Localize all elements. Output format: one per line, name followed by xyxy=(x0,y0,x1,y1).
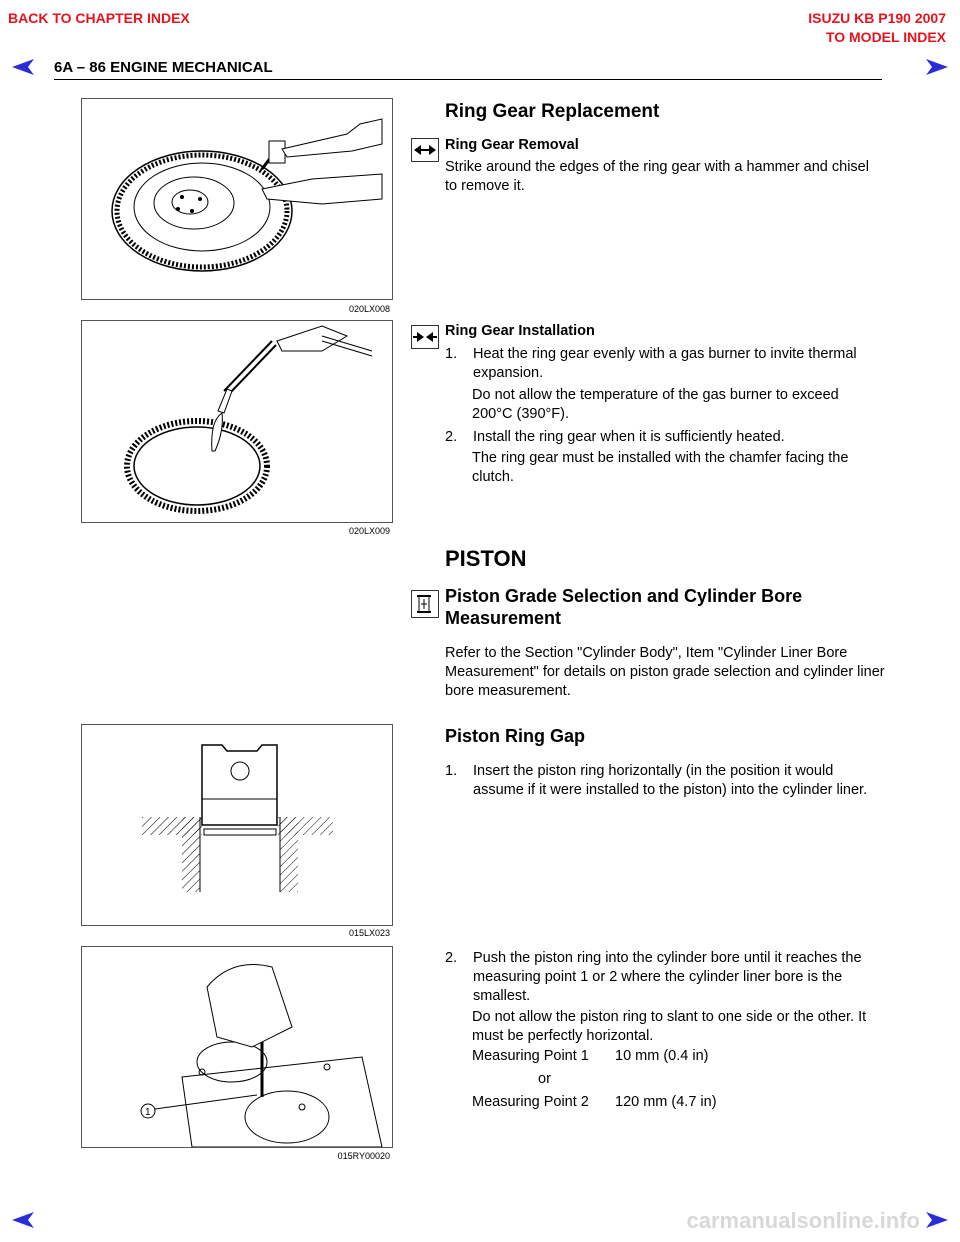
prev-page-arrow-icon[interactable] xyxy=(10,1210,36,1230)
piston-heading: PISTON xyxy=(445,546,527,571)
step-text: Push the piston ring into the cylinder bore until it reaches the measuring point 1 or 2 where the cylinder liner bore is the smallest. xyxy=(473,950,862,1004)
next-page-arrow-icon[interactable] xyxy=(924,1210,950,1230)
figure-caption: 015LX023 xyxy=(348,928,390,938)
piston-grade-heading-line2: Measurement xyxy=(445,608,562,628)
list-item xyxy=(445,428,885,448)
piston-grade-text: Refer to the Section "Cylinder Body", Item "Cylinder Liner Bore Measurement" for details on piston grade selection and cylinder liner bore measurement. xyxy=(445,645,885,699)
figure-caption: 020LX009 xyxy=(348,526,390,536)
next-page-arrow-icon[interactable] xyxy=(924,57,950,77)
watermark: carmanualsonline.info xyxy=(686,1208,920,1233)
step-number: 2. xyxy=(445,429,458,445)
list-item xyxy=(445,345,885,385)
remove-arrows-icon xyxy=(411,138,439,162)
svg-text:1: 1 xyxy=(145,1107,151,1118)
ring-gear-removal-text: Strike around the edges of the ring gear with a hammer and chisel to remove it. xyxy=(445,159,869,194)
list-item xyxy=(445,949,885,1009)
ring-gear-replacement-heading: Ring Gear Replacement xyxy=(445,101,660,122)
step-text: Heat the ring gear evenly with a gas burner to invite thermal expansion. xyxy=(473,346,857,381)
header-rule xyxy=(54,79,882,80)
figure-ring-gear-burner xyxy=(81,320,393,523)
install-arrows-icon xyxy=(411,325,439,349)
page-header-title: 6A – 86 ENGINE MECHANICAL xyxy=(54,59,273,76)
ring-gear-removal-heading: Ring Gear Removal xyxy=(445,137,579,153)
step-number: 2. xyxy=(445,950,458,966)
prev-page-arrow-icon[interactable] xyxy=(10,57,36,77)
to-model-index-link[interactable]: TO MODEL INDEX xyxy=(825,29,946,45)
back-to-chapter-index-link[interactable]: BACK TO CHAPTER INDEX xyxy=(8,10,190,26)
step-note: Do not allow the temperature of the gas burner to exceed 200°C (390°F). xyxy=(472,387,839,422)
figure-caption: 020LX008 xyxy=(348,304,390,314)
figure-piston-ring-gap xyxy=(81,724,393,926)
list-item xyxy=(445,762,885,822)
step-text: Insert the piston ring horizontally (in the position it would assume if it were installed to the piston) into the cylinder liner. xyxy=(473,763,868,798)
piston-grade-heading-line1: Piston Grade Selection and Cylinder Bore xyxy=(445,586,803,606)
ring-gear-installation-heading: Ring Gear Installation xyxy=(445,323,595,339)
measuring-point-1-value: 10 mm (0.4 in) xyxy=(615,1048,709,1064)
figure-measuring-point xyxy=(81,946,393,1148)
step-number: 1. xyxy=(445,346,458,362)
measuring-point-2-value: 120 mm (4.7 in) xyxy=(615,1094,717,1110)
or-separator: or xyxy=(538,1071,551,1087)
piston-ring-gap-heading: Piston Ring Gap xyxy=(445,726,586,746)
step-note: Do not allow the piston ring to slant to one side or the other. It must be perfectly horizontal. xyxy=(472,1009,867,1044)
step-text: Install the ring gear when it is sufficiently heated. xyxy=(473,429,785,445)
step-number: 1. xyxy=(445,763,458,779)
figure-caption: 015RY00020 xyxy=(337,1151,390,1161)
step-note: The ring gear must be installed with the chamfer facing the clutch. xyxy=(472,450,849,485)
measuring-point-1-label: Measuring Point 1 xyxy=(472,1048,589,1064)
measuring-point-2-label: Measuring Point 2 xyxy=(472,1094,589,1110)
inspect-icon xyxy=(411,590,439,618)
figure-flywheel xyxy=(81,98,393,300)
model-title-link[interactable]: ISUZU KB P190 2007 xyxy=(808,10,946,26)
